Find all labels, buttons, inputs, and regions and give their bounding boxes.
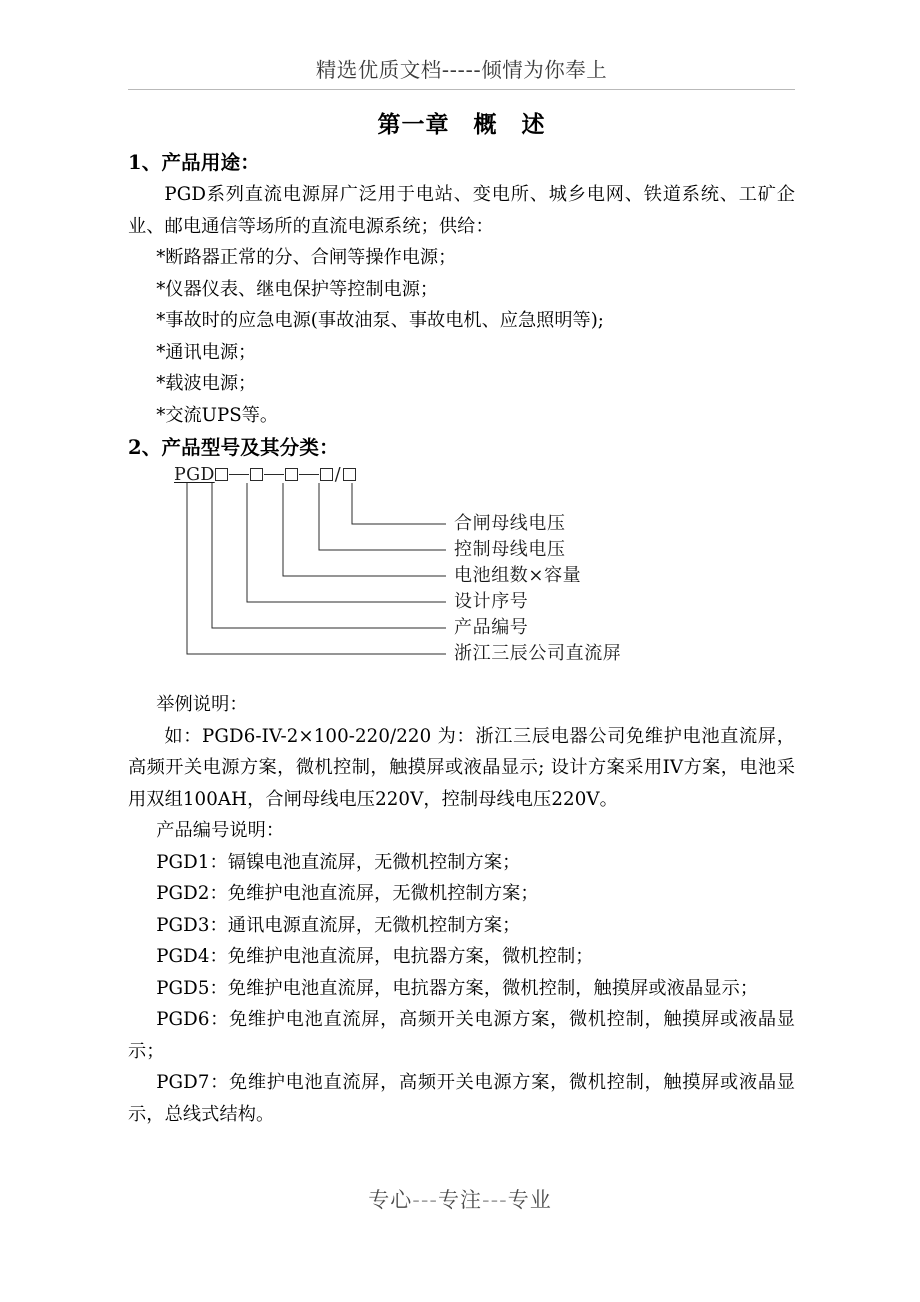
diagram-spacer — [128, 680, 795, 689]
leader-label-control-bus-voltage: 控制母线电压 — [454, 539, 566, 560]
list-item: PGD1：镉镍电池直流屏，无微机控制方案； — [156, 851, 521, 873]
leader-label-design-serial: 设计序号 — [454, 591, 529, 612]
section-1-intro-paragraph: PGD系列直流电源屏广泛用于电站、变电所、城乡电网、铁道系统、工矿企业、邮电通信等场所的直流电源系统；供给： — [128, 184, 795, 237]
leader-line-1 — [352, 483, 446, 524]
list-item: PGD4：免维护电池直流屏，电抗器方案，微机控制； — [156, 946, 594, 967]
model-code-diagram — [128, 465, 795, 680]
list-item: *通讯电源； — [156, 341, 257, 363]
model-code-slash: / — [334, 465, 341, 485]
code-note-heading: 产品编号说明： — [156, 820, 285, 841]
list-item: *断路器正常的分、合闸等操作电源； — [156, 247, 457, 268]
running-head-text: 精选优质文档-----倾情为你奉上 — [315, 58, 608, 82]
list-item: *交流UPS等。 — [156, 404, 279, 426]
leader-label-closing-bus-voltage: 合闸母线电压 — [454, 513, 566, 534]
model-code-prefix: PGD — [174, 465, 215, 485]
leader-label-battery-groups-capacity: 电池组数×容量 — [454, 565, 582, 586]
leader-line-3 — [283, 483, 446, 576]
leader-line-4 — [247, 483, 446, 602]
section-1-heading: 1、产品用途： — [128, 151, 260, 174]
page-footer: 专心---专注---专业 — [368, 1188, 552, 1212]
page-header — [128, 56, 795, 90]
list-item: PGD2：免维护电池直流屏，无微机控制方案； — [156, 883, 539, 904]
example-heading: 举例说明： — [156, 694, 248, 715]
list-item: *事故时的应急电源(事故油泵、事故电机、应急照明等); — [156, 310, 604, 331]
list-item: PGD5：免维护电池直流屏，电抗器方案，微机控制，触摸屏或液晶显示； — [156, 977, 759, 999]
leader-line-2 — [319, 483, 446, 550]
list-item: PGD7：免维护电池直流屏，高频开关电源方案，微机控制，触摸屏或液晶显示，总线式结构。 — [128, 1072, 795, 1125]
document-body — [128, 108, 795, 1130]
list-item: PGD3：通讯电源直流屏，无微机控制方案； — [156, 914, 521, 936]
list-item: *仪器仪表、继电保护等控制电源； — [156, 278, 439, 300]
leader-label-company-dc-panel: 浙江三辰公司直流屏 — [454, 643, 622, 664]
page-title: 第一章 概 述 — [377, 111, 546, 138]
section-2-heading: 2、产品型号及其分类： — [128, 436, 339, 459]
list-item: PGD6：免维护电池直流屏，高频开关电源方案，微机控制，触摸屏或液晶显示； — [128, 1009, 795, 1062]
example-paragraph: 如：PGD6-IV-2×100-220/220 为：浙江三辰电器公司免维护电池直流屏，高频开关电源方案，微机控制，触摸屏或液晶显示; 设计方案采用IV方案，电池采用双组100AH，合闸母线电压220V，控制母线电压220V。 — [128, 725, 795, 810]
header-divider-rule — [128, 89, 795, 90]
list-item: *载波电源； — [156, 373, 257, 394]
leader-label-product-code: 产品编号 — [454, 617, 529, 638]
